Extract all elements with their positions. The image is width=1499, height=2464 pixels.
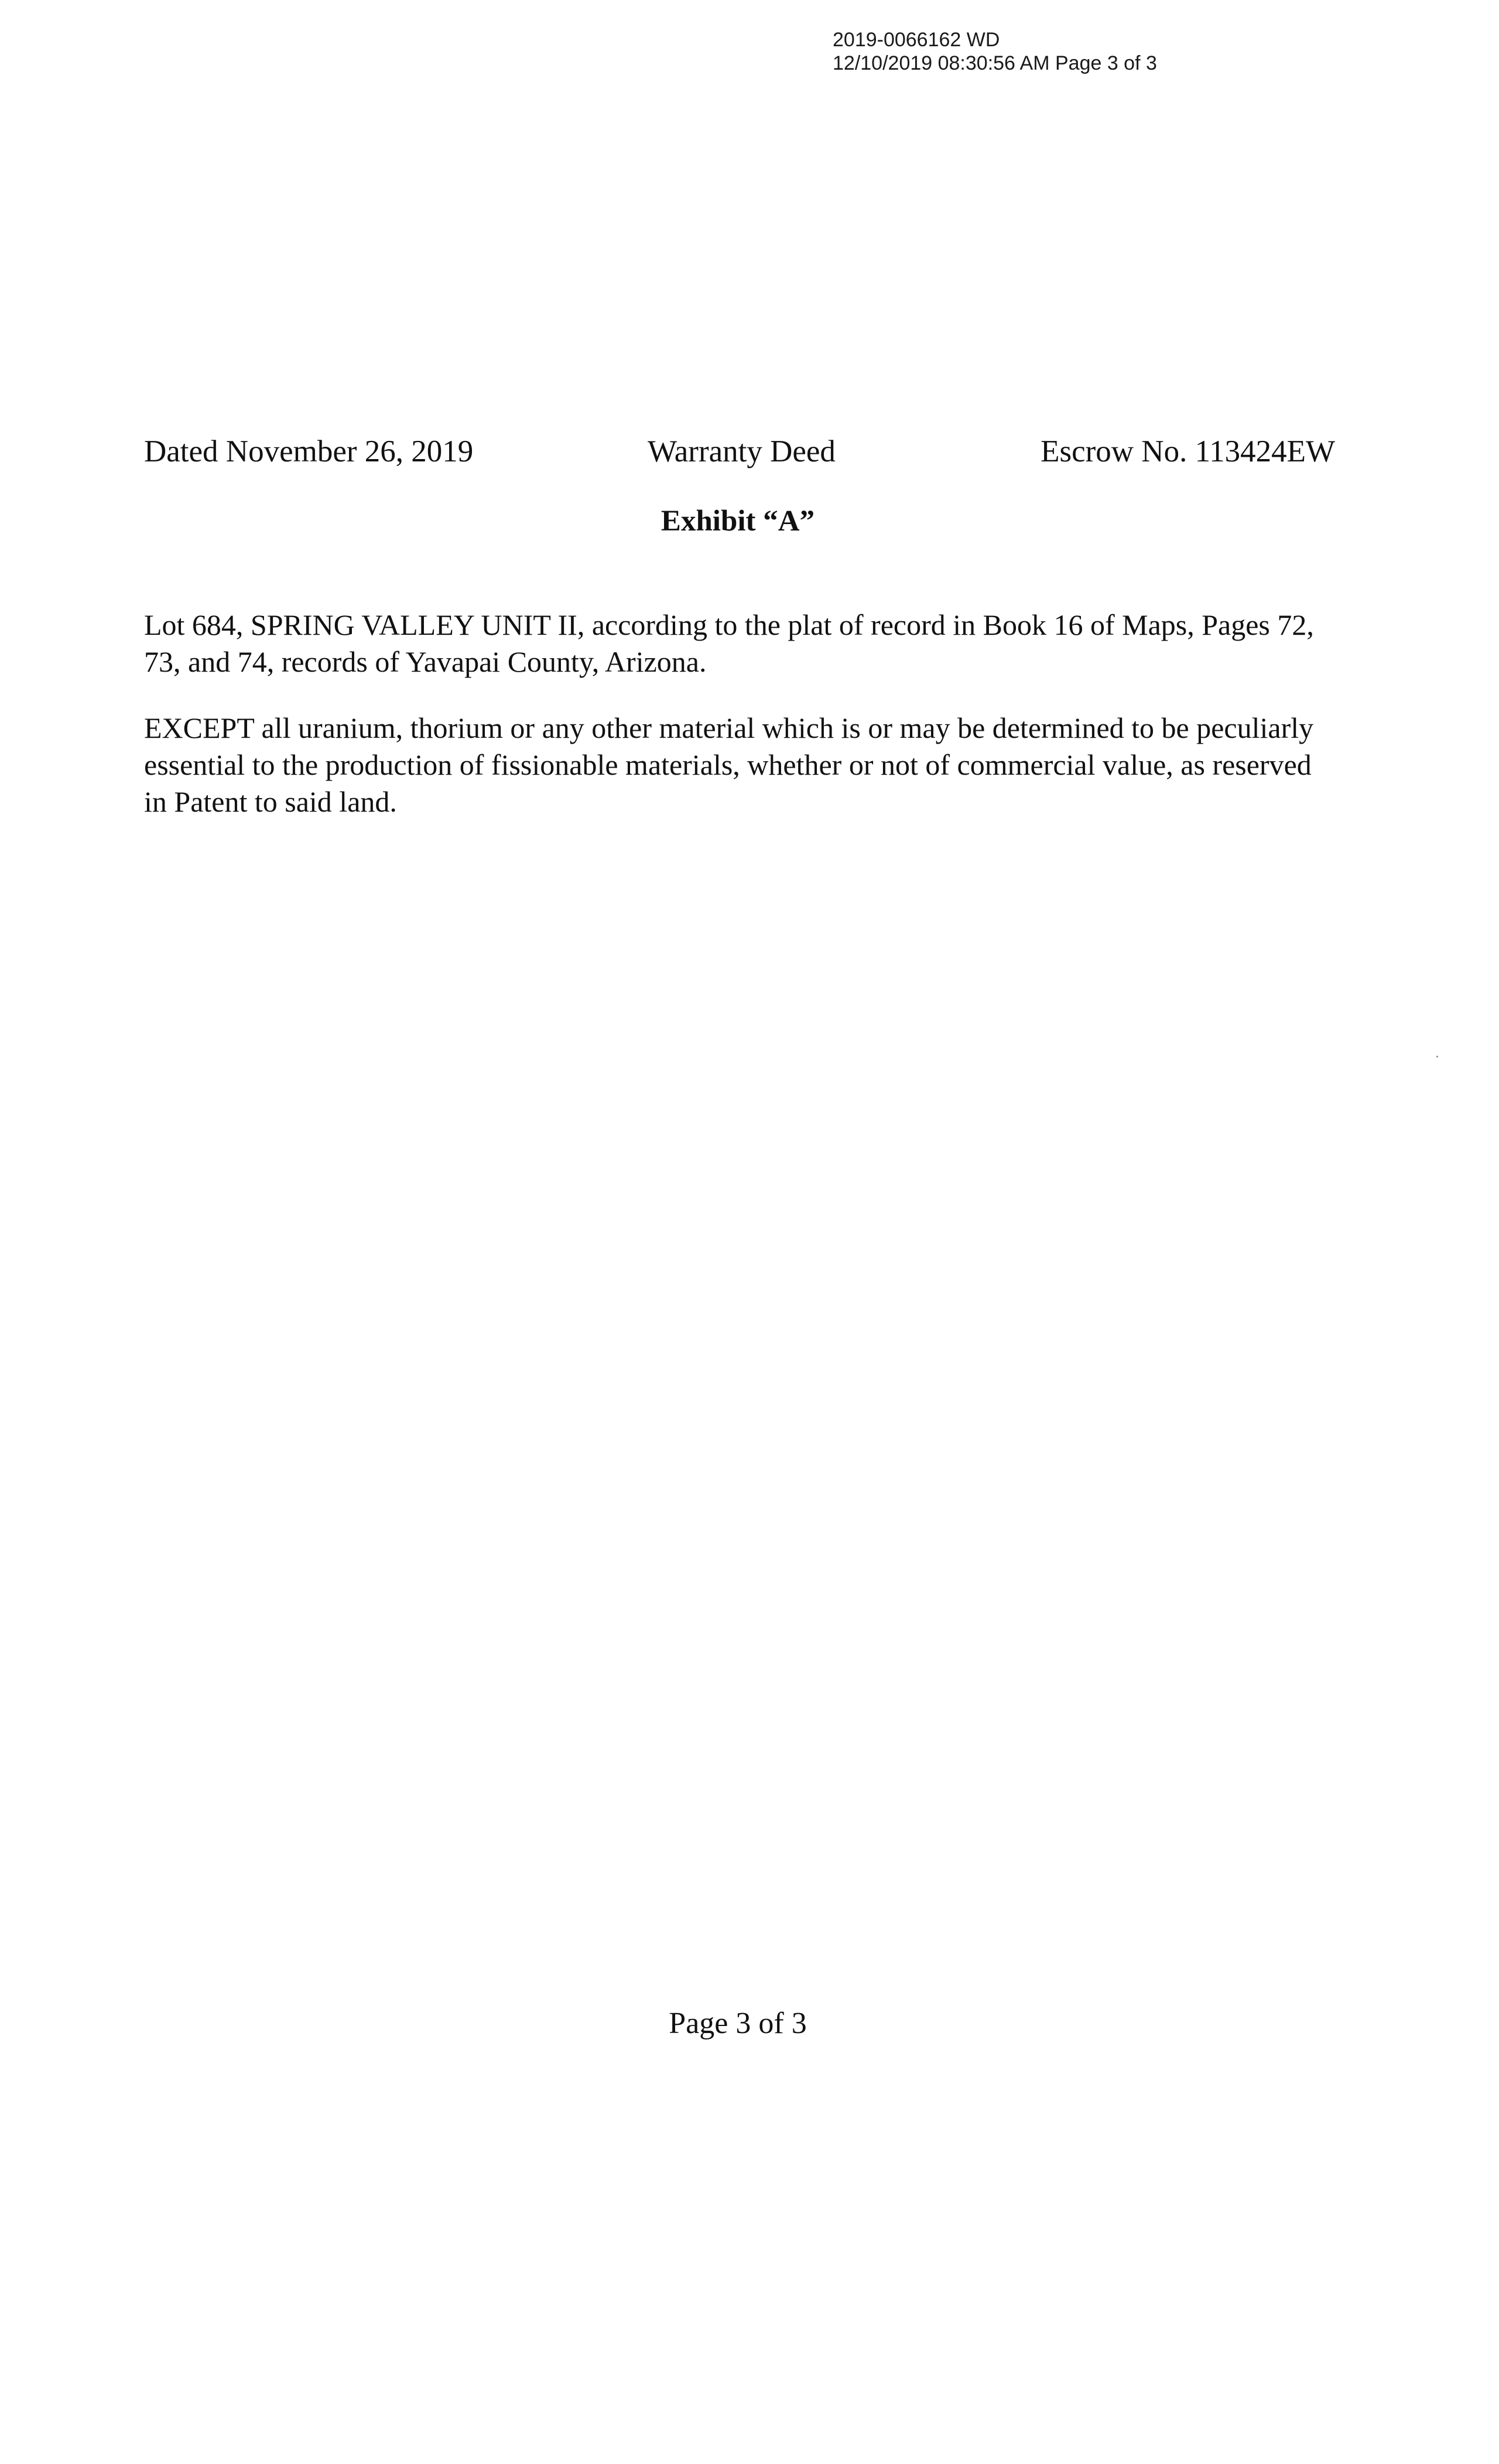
scan-speck: [1436, 1056, 1438, 1058]
page-number-footer: Page 3 of 3: [669, 2007, 807, 2040]
legal-description-text: Lot 684, SPRING VALLEY UNIT II, according to the plat of record in Book 16 of Maps, Pages 72, 73, and 74, records of Yavapai County, Arizona.: [144, 608, 1314, 678]
recording-stamp: [833, 28, 1157, 75]
dated-label: Dated November 26, 2019: [144, 434, 474, 468]
deed-type-title: Warranty Deed: [648, 434, 836, 468]
exception-paragraph: [144, 710, 1339, 820]
legal-description-paragraph: [144, 607, 1339, 680]
exception-text: EXCEPT all uranium, thorium or any other material which is or may be determined to be peculiarly essential to the production of fissionable materials, whether or not of commercial value, as reserved in Patent to said land.: [144, 711, 1314, 818]
exhibit-title: Exhibit “A”: [660, 505, 815, 538]
escrow-number: Escrow No. 113424EW: [1041, 434, 1335, 468]
recording-timestamp: 12/10/2019 08:30:56 AM Page 3 of 3: [833, 52, 1157, 74]
recording-document-number: 2019-0066162 WD: [833, 29, 1000, 51]
deed-header: [144, 432, 1335, 473]
